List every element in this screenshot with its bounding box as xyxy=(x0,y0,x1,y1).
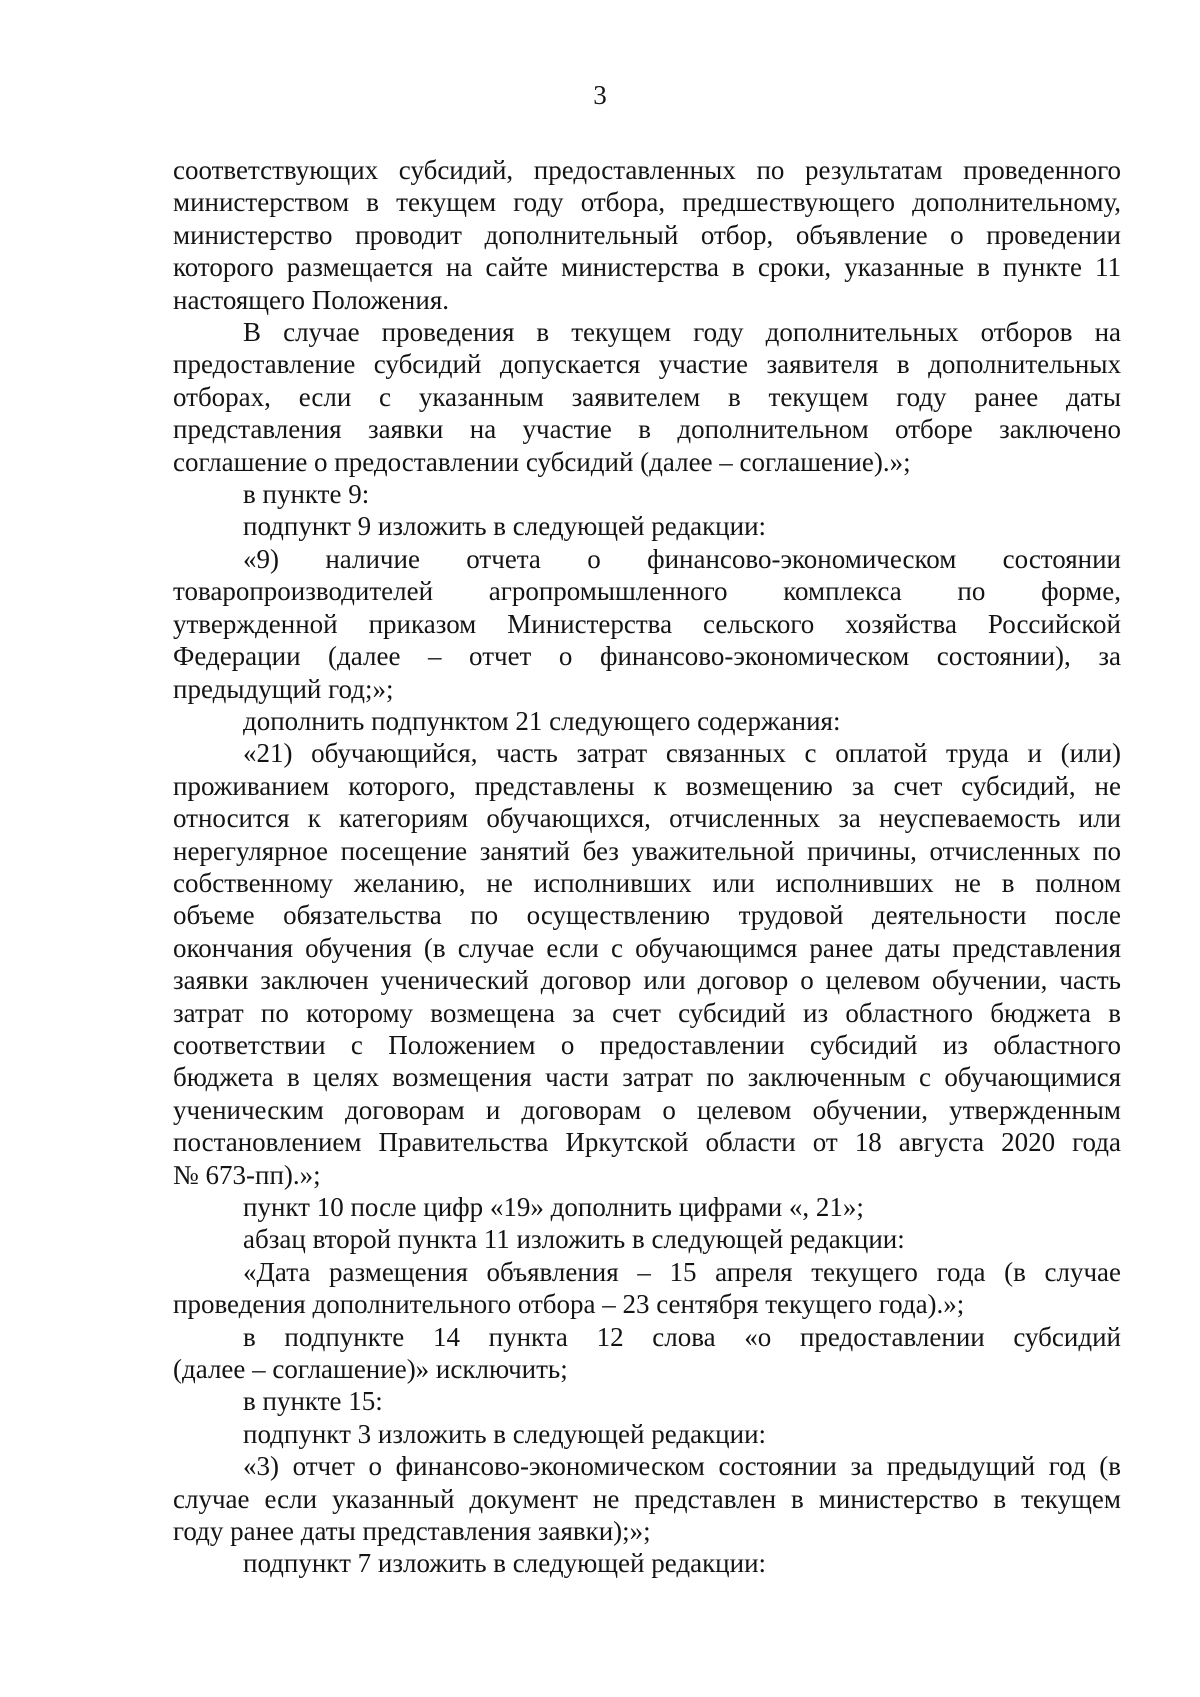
text-line: в пункте 9: xyxy=(243,479,370,510)
text-line: товаропроизводителей агропромышленного комплекса по форме, xyxy=(173,576,1121,607)
paragraph xyxy=(173,1450,1121,1547)
text-line: бюджета в целях возмещения части затрат по заключенным с обучающимися xyxy=(173,1062,1121,1093)
text-line: объеме обязательства по осуществлению трудовой деятельности после xyxy=(173,900,1121,931)
paragraph xyxy=(173,154,1121,316)
text-line: в подпункте 14 пункта 12 слова «о предоставлении субсидий xyxy=(243,1321,1121,1352)
text-line: утвержденной приказом Министерства сельского хозяйства Российской xyxy=(173,608,1121,639)
text-line: проживанием которого, представлены к возмещению за счет субсидий, не xyxy=(173,770,1121,801)
text-line: В случае проведения в текущем году дополнительных отборов на xyxy=(243,317,1121,348)
text-line: представления заявки на участие в дополнительном отборе заключено xyxy=(173,414,1121,445)
text-line: Федерации (далее – отчет о финансово-экономическом состоянии), за xyxy=(173,641,1121,672)
text-line: в пункте 15: xyxy=(243,1386,383,1417)
text-line: предоставление субсидий допускается участие заявителя в дополнительных xyxy=(173,349,1121,380)
paragraph xyxy=(173,1321,1121,1386)
paragraph xyxy=(173,543,1121,705)
text-line: абзац второй пункта 11 изложить в следующей редакции: xyxy=(243,1224,905,1255)
text-line: министерством в текущем году отбора, предшествующего дополнительному, xyxy=(173,187,1121,218)
text-line: случае если указанный документ не представлен в министерство в текущем xyxy=(173,1483,1121,1514)
text-line: году ранее даты представления заявки);»; xyxy=(173,1516,651,1547)
text-line: «3) отчет о финансово-экономическом состоянии за предыдущий год (в xyxy=(243,1451,1121,1482)
page-number: 3 xyxy=(593,80,607,110)
text-line: относится к категориям обучающихся, отчисленных за неуспеваемость или xyxy=(173,803,1121,834)
paragraph xyxy=(173,1385,1121,1417)
text-line: которого размещается на сайте министерства в сроки, указанные в пункте 11 xyxy=(173,252,1121,283)
text-line: министерство проводит дополнительный отбор, объявление о проведении xyxy=(173,219,1121,250)
text-line: «21) обучающийся, часть затрат связанных с оплатой труда и (или) xyxy=(243,738,1121,769)
text-line: пункт 10 после цифр «19» дополнить цифрами «, 21»; xyxy=(243,1192,864,1222)
paragraph xyxy=(173,1223,1121,1255)
text-line: затрат по которому возмещена за счет субсидий из областного бюджета в xyxy=(173,997,1121,1028)
text-line: постановлением Правительства Иркутской области от 18 августа 2020 года xyxy=(173,1127,1121,1158)
text-line: «9) наличие отчета о финансово-экономическом состоянии xyxy=(243,543,1121,574)
text-line: окончания обучения (в случае если с обучающимся ранее даты представления xyxy=(173,932,1121,963)
text-line: дополнить подпунктом 21 следующего содержания: xyxy=(243,705,841,736)
text-line: подпункт 7 изложить в следующей редакции: xyxy=(243,1548,767,1579)
text-line: проведения дополнительного отбора – 23 сентября текущего года).»; xyxy=(173,1289,965,1320)
paragraph xyxy=(173,1191,1121,1223)
paragraph xyxy=(173,316,1121,478)
text-line: соответствии с Положением о предоставлении субсидий из областного xyxy=(173,1029,1121,1060)
text-line: «Дата размещения объявления – 15 апреля текущего года (в случае xyxy=(243,1256,1121,1287)
text-line: (далее – соглашение)» исключить; xyxy=(173,1354,568,1385)
text-line: настоящего Положения. xyxy=(173,284,449,315)
text-line: заявки заключен ученический договор или договор о целевом обучении, часть xyxy=(173,965,1121,996)
paragraph xyxy=(173,705,1121,737)
paragraph xyxy=(173,1418,1121,1450)
text-line: нерегулярное посещение занятий без уважительной причины, отчисленных по xyxy=(173,835,1121,866)
text-line: подпункт 3 изложить в следующей редакции: xyxy=(243,1418,767,1449)
text-line: ученическим договорам и договорам о целевом обучении, утвержденным xyxy=(173,1094,1121,1125)
text-line: предыдущий год;»; xyxy=(173,673,394,704)
document-body xyxy=(173,154,1121,1580)
paragraph xyxy=(173,510,1121,542)
paragraph xyxy=(173,737,1121,1191)
text-line: подпункт 9 изложить в следующей редакции: xyxy=(243,511,767,542)
paragraph xyxy=(173,1256,1121,1321)
text-line: № 673-пп).»; xyxy=(173,1159,321,1190)
text-line: соглашение о предоставлении субсидий (далее – соглашение).»; xyxy=(173,446,911,477)
paragraph xyxy=(173,478,1121,510)
text-line: собственному желанию, не исполнивших или исполнивших не в полном xyxy=(173,867,1121,898)
paragraph xyxy=(173,1547,1121,1579)
text-line: отборах, если с указанным заявителем в текущем году ранее даты xyxy=(173,381,1121,412)
text-line: соответствующих субсидий, предоставленных по результатам проведенного xyxy=(173,155,1121,185)
